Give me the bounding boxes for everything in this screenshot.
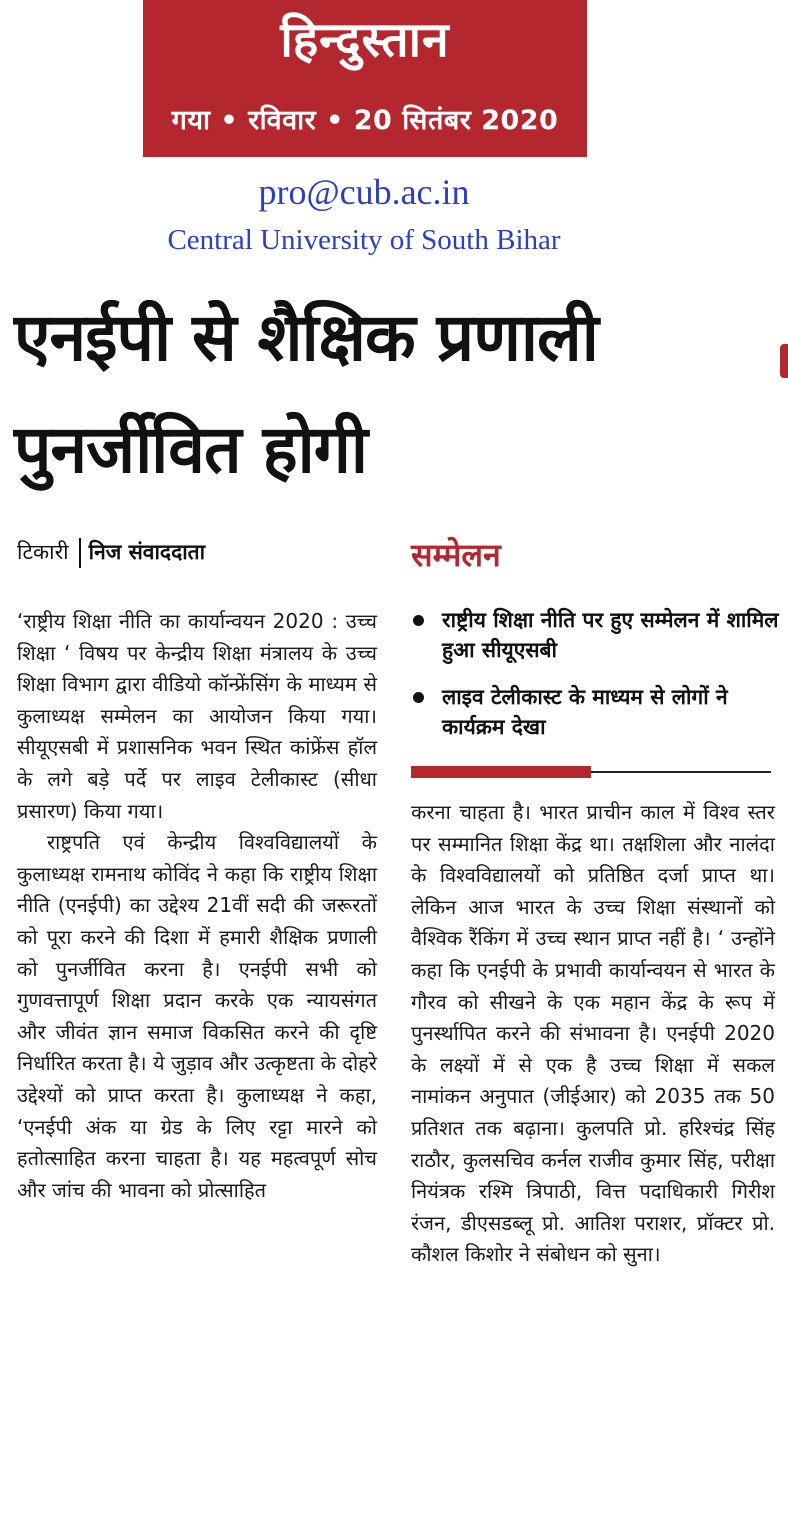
- byline-place: टिकारी: [17, 540, 69, 564]
- byline-reporter: निज संवाददाता: [88, 540, 206, 564]
- highlight-text: राष्ट्रीय शिक्षा नीति पर हुए सम्मेलन में शामिल हुआ सीयूएसबी: [442, 608, 779, 662]
- divider-accent: [411, 766, 591, 778]
- organization-name: Central University of South Bihar: [167, 224, 561, 256]
- highlights-list: [410, 605, 780, 759]
- newspaper-name: हिन्दुस्तान: [280, 12, 450, 68]
- highlight-item: [410, 605, 780, 665]
- newspaper-masthead: [143, 0, 587, 157]
- byline-divider: [79, 538, 81, 568]
- article-paragraph: राष्ट्रपति एवं केन्द्रीय विश्वविद्यालयों के कुलाध्यक्ष रामनाथ कोविंद ने कहा कि राष्ट्रीय शिक्षा नीति (एनईपी) का उद्देश्य 21वीं सदी की जरूरतों को पूरा करने की दिशा में हमारी शैक्षिक प्रणाली को पुनर्जीवित करना है। एनईपी सभी को गुणवत्तापूर्ण शिक्षा प्रदान करके एक न्यायसंगत और जीवंत ज्ञान समाज विकसित करने की दृष्टि निर्धारित करता है। ये जुड़ाव और उत्कृष्टता के दोहरे उद्देश्यों को प्राप्त करता है। कुलाध्यक्ष ने कहा, ‘एनईपी अंक या ग्रेड के लिए रट्टा मारने को हतोत्साहित करना चाहता है। यह महत्वपूर्ण सोच और जांच की भावना को प्रोत्साहित: [17, 830, 377, 1202]
- highlight-item: [410, 682, 780, 742]
- article-column-right: [411, 797, 775, 1271]
- section-divider: [411, 771, 771, 773]
- article-headline: [14, 282, 779, 506]
- clipped-edge-mark: [780, 344, 788, 378]
- contact-email: pro@cub.ac.in: [258, 172, 470, 212]
- headline-line-1: एनईपी से शैक्षिक प्रणाली: [14, 299, 598, 376]
- headline-line-2: पुनर्जीवित होगी: [14, 411, 367, 488]
- article-column-left: [17, 606, 377, 1206]
- bullet-icon: [413, 615, 424, 626]
- highlight-text: लाइव टेलीकास्ट के माध्यम से लोगों ने कार्यक्रम देखा: [442, 685, 728, 739]
- article-paragraph: करना चाहता है। भारत प्राचीन काल में विश्व स्तर पर सम्मानित शिक्षा केंद्र था। तक्षशिला और नालंदा के विश्वविद्यालयों को प्रतिष्ठित दर्जा प्राप्त था। लेकिन आज भारत के उच्च शिक्षा संस्थानों को वैश्विक रैंकिंग में उच्च स्थान प्राप्त नहीं है। ‘ उन्होंने कहा कि एनईपी के प्रभावी कार्यान्वयन से भारत के गौरव को सीखने के एक महान केंद्र के रूप में पुनर्स्थापित करने की संभावना है। एनईपी 2020 के लक्ष्यों में से एक है उच्च शिक्षा में सकल नामांकन अनुपात (जीईआर) को 2035 तक 50 प्रतिशत तक बढ़ाना। कुलपति प्रो. हरिश्चंद्र सिंह राठौर, कुलसचिव कर्नल राजीव कुमार सिंह, परीक्षा नियंत्रक रश्मि त्रिपाठी, वित्त पदाधिकारी गिरीश रंजन, डीएसडब्लू प्रो. आतिश पराशर, प्रॉक्टर प्रो. कौशल किशोर ने संबोधन को सुना।: [411, 800, 775, 1267]
- section-kicker: सम्मेलन: [411, 536, 501, 574]
- edition-dateline: गया • रविवार • 20 सितंबर 2020: [171, 105, 559, 136]
- bullet-icon: [413, 692, 424, 703]
- byline: [17, 537, 205, 568]
- article-paragraph: ‘राष्ट्रीय शिक्षा नीति का कार्यान्वयन 2020 : उच्च शिक्षा ‘ विषय पर केन्द्रीय शिक्षा मंत्रालय के उच्च शिक्षा विभाग द्वारा वीडियो कॉन्फ्रेंसिंग के माध्यम से कुलाध्यक्ष सम्मेलन का आयोजन किया गया। सीयूएसबी में प्रशासनिक भवन स्थित कांफ्रेंस हॉल के लगे बड़े पर्दे पर लाइव टेलीकास्ट (सीधा प्रसारण) किया गया।: [17, 609, 377, 823]
